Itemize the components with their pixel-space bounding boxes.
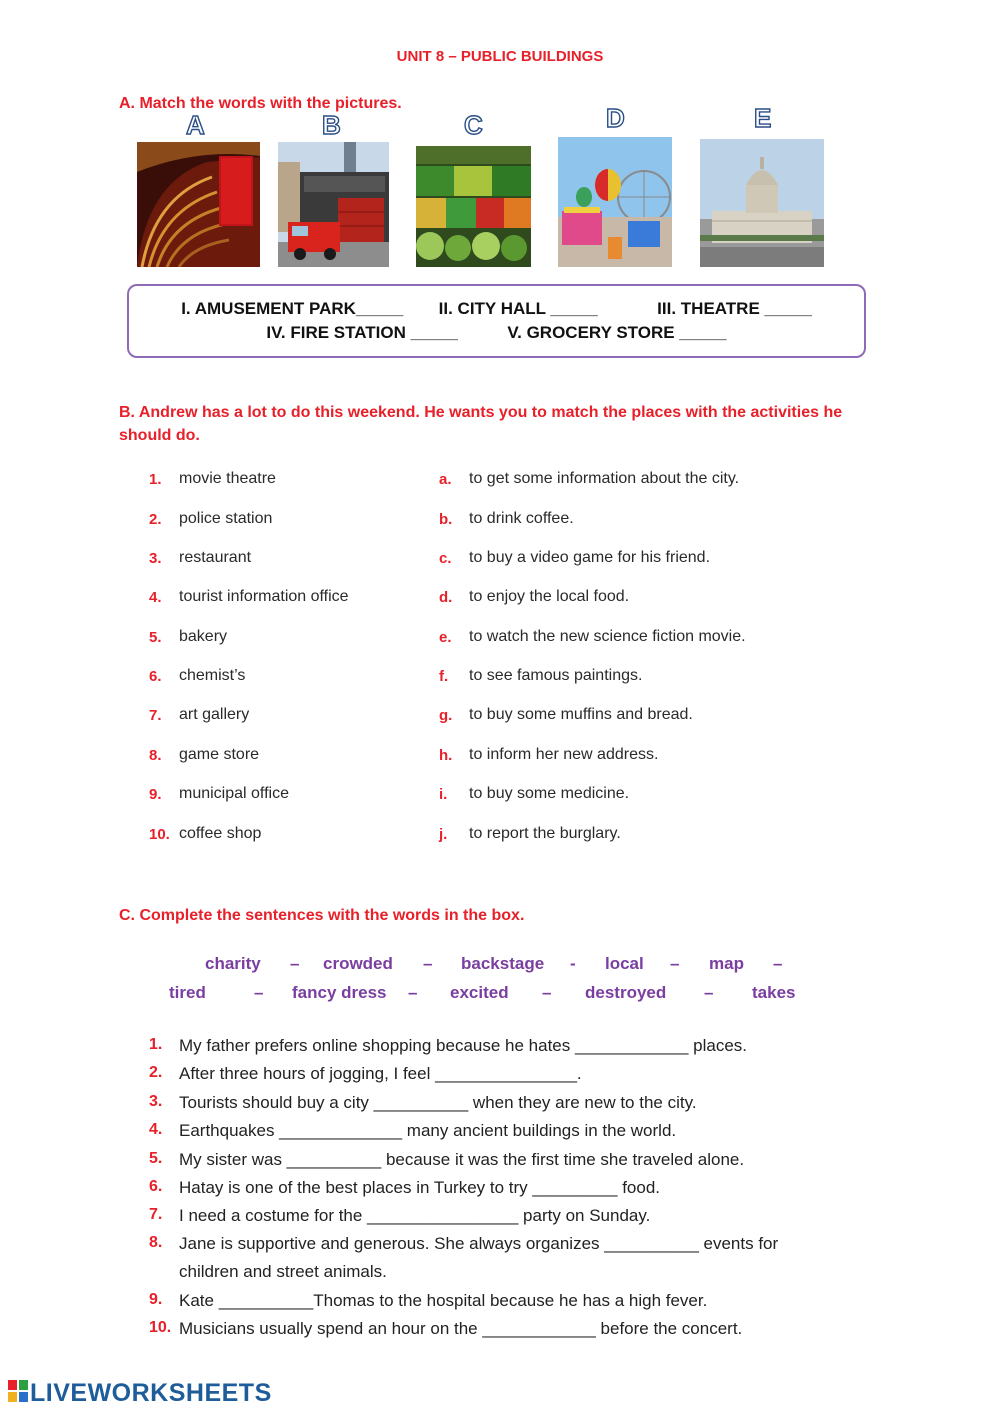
place-number: 5.	[149, 629, 162, 646]
sentence-number: 1.	[149, 1036, 163, 1053]
word-box-separator: –	[704, 983, 714, 1002]
activity-letter: j.	[439, 826, 448, 843]
place-number: 8.	[149, 747, 162, 764]
answers-row-2	[129, 323, 864, 343]
word-box-separator: -	[570, 954, 576, 973]
place-number: 3.	[149, 550, 162, 567]
activity-letter: c.	[439, 550, 452, 567]
place-number: 1.	[149, 471, 162, 488]
liveworksheets-logo-icon	[8, 1380, 28, 1407]
activity-text: to report the burglary.	[469, 825, 621, 842]
sentence-text[interactable]: Tourists should buy a city __________ when they are new to the city.	[179, 1093, 697, 1112]
sentence-text[interactable]: Hatay is one of the best places in Turkey to try _________ food.	[179, 1178, 661, 1197]
word-box-word[interactable]: crowded	[323, 954, 393, 973]
place-number: 10.	[149, 826, 170, 843]
activity-text: to get some information about the city.	[469, 470, 740, 487]
section-a-heading: A. Match the words with the pictures.	[119, 95, 402, 112]
word-box-separator: –	[408, 983, 418, 1002]
word-box-word[interactable]: backstage	[461, 954, 545, 973]
amusement-park-picture	[558, 137, 672, 267]
fire-station-picture	[278, 142, 389, 267]
sentence-number: 5.	[149, 1150, 163, 1167]
sentence-number: 6.	[149, 1178, 163, 1195]
word-box-separator: –	[670, 954, 680, 973]
place-text: tourist information office	[179, 588, 349, 605]
answer-fire-station[interactable]: IV. FIRE STATION _____	[266, 323, 458, 342]
activity-text: to buy some muffins and bread.	[469, 706, 693, 723]
activity-text: to buy a video game for his friend.	[469, 549, 711, 566]
picture-letter-a: A	[186, 110, 205, 140]
answers-box	[127, 284, 866, 358]
activity-letter: g.	[439, 707, 453, 724]
sentence-text[interactable]: After three hours of jogging, I feel _______________.	[179, 1064, 582, 1083]
place-text: chemist’s	[179, 667, 246, 684]
activity-letter: b.	[439, 511, 453, 528]
activity-letter: d.	[439, 589, 453, 606]
place-text: bakery	[179, 628, 228, 645]
activity-text: to inform her new address.	[469, 746, 659, 763]
sentence-number: 3.	[149, 1093, 163, 1110]
sentence-text[interactable]: Kate __________Thomas to the hospital because he has a high fever.	[179, 1291, 708, 1310]
activity-text: to buy some medicine.	[469, 785, 630, 802]
liveworksheets-logo-text: LIVEWORKSHEETS	[30, 1379, 272, 1407]
theatre-picture	[137, 142, 260, 267]
place-number: 6.	[149, 668, 162, 685]
sentence-text[interactable]: My sister was __________ because it was the first time she traveled alone.	[179, 1150, 745, 1169]
answer-grocery-store[interactable]: V. GROCERY STORE _____	[507, 323, 727, 342]
place-text: art gallery	[179, 706, 250, 723]
word-box-word[interactable]: local	[605, 954, 644, 973]
word-box-separator: –	[254, 983, 264, 1002]
place-text: movie theatre	[179, 470, 276, 487]
word-box-word[interactable]: tired	[169, 983, 206, 1002]
activity-text: to enjoy the local food.	[469, 588, 630, 605]
word-box-separator: –	[423, 954, 433, 973]
picture-letter-d: D	[606, 103, 625, 133]
place-text: police station	[179, 510, 273, 527]
word-box-separator: –	[290, 954, 300, 973]
place-number: 7.	[149, 707, 162, 724]
word-box-word[interactable]: takes	[752, 983, 796, 1002]
sentence-number: 10.	[149, 1319, 172, 1336]
answers-row-1	[129, 299, 864, 319]
activity-letter: a.	[439, 471, 452, 488]
activity-letter: e.	[439, 629, 452, 646]
sentence-number: 4.	[149, 1121, 163, 1138]
place-number: 9.	[149, 786, 162, 803]
sentence-text[interactable]: I need a costume for the ________________ party on Sunday.	[179, 1206, 651, 1225]
place-number: 2.	[149, 511, 162, 528]
word-box-word[interactable]: map	[709, 954, 744, 973]
answer-theatre[interactable]: III. THEATRE _____	[657, 299, 812, 318]
sentence-text[interactable]: Earthquakes _____________ many ancient buildings in the world.	[179, 1121, 677, 1140]
section-c-heading: C. Complete the sentences with the words in the box.	[119, 907, 525, 924]
picture-letter-b: B	[322, 110, 341, 140]
section-b-heading: B. Andrew has a lot to do this weekend. He wants you to match the places with the activities he should do.	[119, 404, 843, 444]
grocery-store-picture	[416, 146, 531, 267]
sentence-number: 7.	[149, 1206, 163, 1223]
picture-letter-c: C	[464, 110, 483, 140]
activity-text: to see famous paintings.	[469, 667, 643, 684]
word-box-word[interactable]: charity	[205, 954, 261, 973]
city-hall-picture	[700, 139, 824, 267]
picture-letter-e: E	[754, 103, 772, 133]
page-title: UNIT 8 – PUBLIC BUILDINGS	[396, 48, 604, 65]
place-number: 4.	[149, 589, 162, 606]
activity-letter: i.	[439, 786, 448, 803]
place-text: game store	[179, 746, 260, 763]
place-text: restaurant	[179, 549, 252, 566]
word-box-word[interactable]: excited	[450, 983, 509, 1002]
sentence-text[interactable]: Musicians usually spend an hour on the ____________ before the concert.	[179, 1319, 743, 1338]
answer-city-hall[interactable]: II. CITY HALL _____	[438, 299, 598, 318]
activity-text: to drink coffee.	[469, 510, 574, 527]
sentence-number: 2.	[149, 1064, 163, 1081]
activity-text: to watch the new science fiction movie.	[469, 628, 746, 645]
activity-letter: h.	[439, 747, 453, 764]
sentence-text[interactable]: My father prefers online shopping because he hates ____________ places.	[179, 1036, 748, 1055]
sentence-number: 8.	[149, 1234, 163, 1251]
word-box-separator: –	[773, 954, 783, 973]
sentence-number: 9.	[149, 1291, 163, 1308]
place-text: coffee shop	[179, 825, 262, 842]
place-text: municipal office	[179, 785, 289, 802]
answer-amusement-park[interactable]: I. AMUSEMENT PARK_____	[181, 299, 404, 318]
activity-letter: f.	[439, 668, 449, 685]
sentence-text[interactable]: Jane is supportive and generous. She always organizes __________ events for	[179, 1234, 779, 1253]
sentence-text-continued: children and street animals.	[179, 1262, 387, 1281]
word-box-word[interactable]: destroyed	[585, 983, 667, 1002]
word-box-separator: –	[542, 983, 552, 1002]
word-box-word[interactable]: fancy dress	[292, 983, 387, 1002]
